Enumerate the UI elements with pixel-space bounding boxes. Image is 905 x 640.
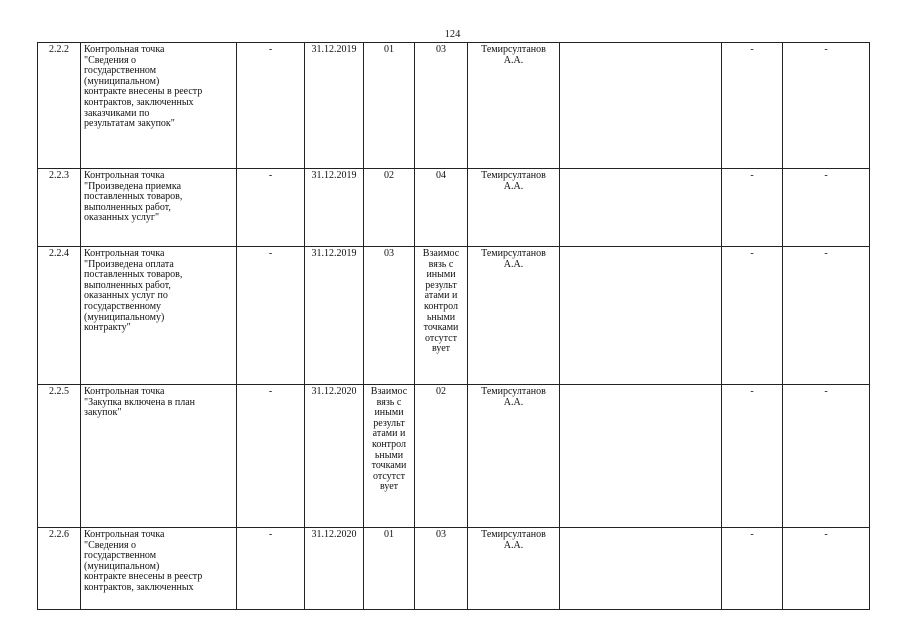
link-cell-b: 03 [415, 43, 468, 169]
dash-cell-2: - [783, 528, 870, 610]
empty-cell [560, 385, 722, 528]
deadline-date: 31.12.2020 [305, 528, 364, 610]
table-row [38, 528, 870, 610]
dash-cell-2: - [783, 43, 870, 169]
control-point-name: Контрольная точка "Произведена оплата поставленных товаров, выполненных работ, оказанных услуг по государственному (муниципальному) контракту" [81, 247, 237, 385]
row-number: 2.2.6 [38, 528, 81, 610]
control-point-name: Контрольная точка "Сведения о государственном (муниципальном) контракте внесены в реестр контрактов, заключенных [81, 528, 237, 610]
predecessor-cell: - [237, 43, 305, 169]
responsible-person: Темирсултанов А.А. [468, 247, 560, 385]
dash-cell-2: - [783, 385, 870, 528]
table-row [38, 169, 870, 247]
dash-cell-1: - [722, 247, 783, 385]
responsible-person: Темирсултанов А.А. [468, 43, 560, 169]
empty-cell [560, 43, 722, 169]
responsible-person: Темирсултанов А.А. [468, 169, 560, 247]
row-number: 2.2.4 [38, 247, 81, 385]
responsible-person: Темирсултанов А.А. [468, 385, 560, 528]
control-point-name: Контрольная точка "Произведена приемка поставленных товаров, выполненных работ, оказанных услуг" [81, 169, 237, 247]
page-number: 124 [444, 29, 461, 40]
deadline-date: 31.12.2019 [305, 169, 364, 247]
dash-cell-1: - [722, 528, 783, 610]
row-number: 2.2.5 [38, 385, 81, 528]
responsible-person: Темирсултанов А.А. [468, 528, 560, 610]
predecessor-cell: - [237, 385, 305, 528]
link-cell-a: 01 [364, 43, 415, 169]
control-point-name: Контрольная точка "Закупка включена в план закупок" [81, 385, 237, 528]
predecessor-cell: - [237, 247, 305, 385]
link-cell-b: 04 [415, 169, 468, 247]
dash-cell-2: - [783, 247, 870, 385]
link-cell-b: 02 [415, 385, 468, 528]
empty-cell [560, 247, 722, 385]
link-cell-b: 03 [415, 528, 468, 610]
control-points-table [37, 42, 870, 610]
link-cell-a: 03 [364, 247, 415, 385]
link-cell-a: 02 [364, 169, 415, 247]
table-row [38, 385, 870, 528]
link-cell-a: Взаимос вязь с иными результ атами и контрол ьными точками отсутст вует [364, 385, 415, 528]
control-point-name: Контрольная точка "Сведения о государственном (муниципальном) контракте внесены в реестр контрактов, заключенных заказчиками по результатам закупок" [81, 43, 237, 169]
deadline-date: 31.12.2019 [305, 43, 364, 169]
empty-cell [560, 528, 722, 610]
link-cell-b: Взаимос вязь с иными результ атами и контрол ьными точками отсутст вует [415, 247, 468, 385]
link-cell-a: 01 [364, 528, 415, 610]
predecessor-cell: - [237, 528, 305, 610]
predecessor-cell: - [237, 169, 305, 247]
dash-cell-1: - [722, 43, 783, 169]
deadline-date: 31.12.2020 [305, 385, 364, 528]
dash-cell-1: - [722, 385, 783, 528]
row-number: 2.2.3 [38, 169, 81, 247]
table-row [38, 43, 870, 169]
deadline-date: 31.12.2019 [305, 247, 364, 385]
row-number: 2.2.2 [38, 43, 81, 169]
table-row [38, 247, 870, 385]
dash-cell-1: - [722, 169, 783, 247]
dash-cell-2: - [783, 169, 870, 247]
empty-cell [560, 169, 722, 247]
